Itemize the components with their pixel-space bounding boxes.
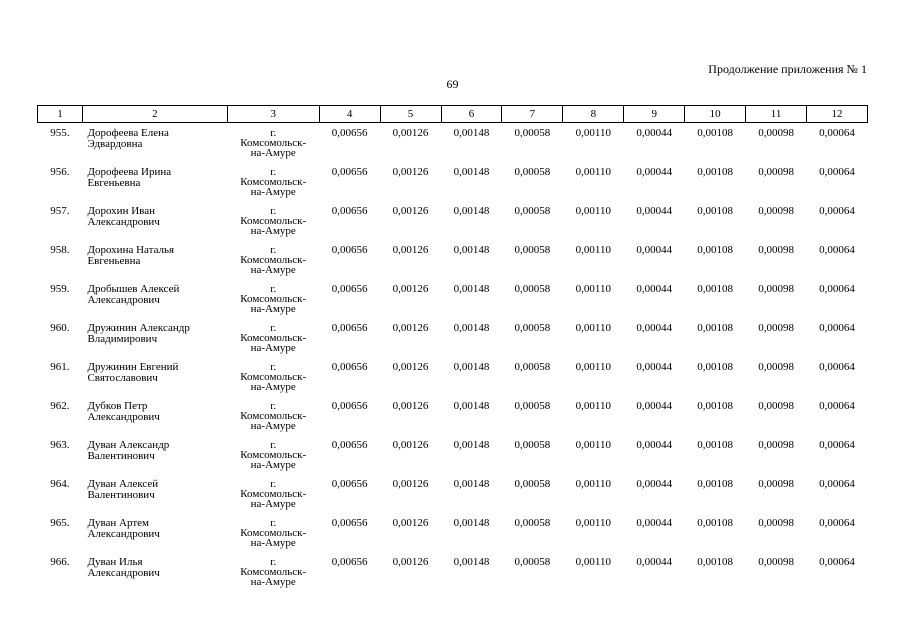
city-name — [227, 518, 319, 557]
value-cell-col-12: 0,00064 — [819, 400, 855, 412]
person-name — [82, 518, 227, 557]
value-cell-col-5: 0,00126 — [392, 478, 429, 490]
value-cell-col-7: 0,00058 — [514, 400, 551, 412]
value-cell-col-12: 0,00064 — [819, 166, 855, 178]
value-cell-col-5: 0,00126 — [392, 439, 429, 451]
value-cell-col-7: 0,00058 — [514, 283, 551, 295]
city-name-line: Комсомольск- — [240, 137, 307, 149]
value-cell-col-4: 0,00656 — [331, 361, 368, 373]
value-cell-col-9: 0,00044 — [636, 166, 673, 178]
value-cell-col-11: 0,00098 — [758, 478, 794, 490]
value-cell-col-6: 0,00148 — [453, 439, 490, 451]
column-header-10: 10 — [685, 106, 746, 123]
value-cell-col-10: 0,00108 — [697, 517, 734, 529]
column-header-4: 4 — [319, 106, 380, 123]
person-name-line: Александрович — [87, 216, 160, 228]
person-name-line: Дуван Илья — [87, 556, 143, 568]
table-row — [38, 401, 868, 440]
column-header-1: 1 — [38, 106, 83, 123]
person-name-line: Валентинович — [87, 450, 155, 462]
person-name — [82, 440, 227, 479]
value-cell-col-8: 0,00110 — [575, 361, 611, 373]
person-name-line: Дружинин Евгений — [87, 361, 179, 373]
person-name — [82, 479, 227, 518]
table-row — [38, 245, 868, 284]
column-header-11: 11 — [746, 106, 807, 123]
value-cell-col-8: 0,00110 — [575, 127, 611, 139]
value-cell-col-4: 0,00656 — [331, 244, 368, 256]
value-cell-col-4: 0,00656 — [331, 556, 368, 568]
city-name-line: г. — [270, 322, 277, 334]
value-cell-col-8: 0,00110 — [575, 244, 611, 256]
city-name — [227, 123, 319, 168]
value-cell-col-12: 0,00064 — [819, 439, 855, 451]
city-name-line: на-Амуре — [250, 537, 296, 549]
value-cell-col-4: 0,00656 — [331, 127, 368, 139]
row-number: 964. — [50, 478, 70, 490]
city-name-line: Комсомольск- — [240, 371, 307, 383]
row-number: 960. — [50, 322, 70, 334]
person-name-line: Дробышев Алексей — [87, 283, 180, 295]
value-cell-col-8: 0,00110 — [575, 400, 611, 412]
city-name-line: г. — [270, 127, 277, 139]
value-cell-col-7: 0,00058 — [514, 478, 551, 490]
city-name — [227, 245, 319, 284]
value-cell-col-11: 0,00098 — [758, 322, 794, 334]
value-cell-col-10: 0,00108 — [697, 400, 734, 412]
person-name-line: Дуван Артем — [87, 517, 149, 529]
person-name — [82, 323, 227, 362]
table-row — [38, 206, 868, 245]
value-cell-col-10: 0,00108 — [697, 166, 734, 178]
value-cell-col-9: 0,00044 — [636, 478, 673, 490]
value-cell-col-6: 0,00148 — [453, 361, 490, 373]
city-name — [227, 362, 319, 401]
value-cell-col-6: 0,00148 — [453, 205, 490, 217]
table-row — [38, 123, 868, 168]
city-name — [227, 323, 319, 362]
city-name-line: г. — [270, 478, 277, 490]
city-name-line: г. — [270, 517, 277, 529]
row-number: 962. — [50, 400, 70, 412]
value-cell-col-4: 0,00656 — [331, 478, 368, 490]
value-cell-col-4: 0,00656 — [331, 322, 368, 334]
value-cell-col-4: 0,00656 — [331, 517, 368, 529]
value-cell-col-11: 0,00098 — [758, 205, 794, 217]
value-cell-col-5: 0,00126 — [392, 322, 429, 334]
person-name-line: Дорофеева Ирина — [87, 166, 172, 178]
table-row — [38, 479, 868, 518]
person-name-line: Евгеньевна — [87, 177, 141, 189]
row-number: 956. — [50, 166, 70, 178]
person-name — [82, 557, 227, 596]
value-cell-col-12: 0,00064 — [819, 361, 855, 373]
value-cell-col-9: 0,00044 — [636, 205, 673, 217]
value-cell-col-5: 0,00126 — [392, 205, 429, 217]
column-header-12: 12 — [807, 106, 868, 123]
value-cell-col-9: 0,00044 — [636, 400, 673, 412]
value-cell-col-12: 0,00064 — [819, 478, 855, 490]
person-name-line: Дружинин Александр — [87, 322, 190, 334]
person-name-line: Дуван Александр — [87, 439, 170, 451]
value-cell-col-9: 0,00044 — [636, 322, 673, 334]
city-name — [227, 479, 319, 518]
table-row — [38, 167, 868, 206]
value-cell-col-5: 0,00126 — [392, 517, 429, 529]
person-name-line: Дубков Петр — [87, 400, 148, 412]
value-cell-col-11: 0,00098 — [758, 517, 794, 529]
table-row — [38, 284, 868, 323]
value-cell-col-5: 0,00126 — [392, 556, 429, 568]
value-cell-col-10: 0,00108 — [697, 244, 734, 256]
value-cell-col-9: 0,00044 — [636, 127, 673, 139]
value-cell-col-8: 0,00110 — [575, 166, 611, 178]
value-cell-col-7: 0,00058 — [514, 205, 551, 217]
value-cell-col-4: 0,00656 — [331, 439, 368, 451]
value-cell-col-10: 0,00108 — [697, 556, 734, 568]
city-name-line: Комсомольск- — [240, 527, 307, 539]
value-cell-col-10: 0,00108 — [697, 127, 734, 139]
person-name-line: Александрович — [87, 294, 160, 306]
city-name-line: на-Амуре — [250, 576, 296, 588]
value-cell-col-7: 0,00058 — [514, 244, 551, 256]
person-name — [82, 284, 227, 323]
column-header-2: 2 — [82, 106, 227, 123]
city-name — [227, 440, 319, 479]
value-cell-col-9: 0,00044 — [636, 556, 673, 568]
city-name-line: Комсомольск- — [240, 566, 307, 578]
continuation-caption: Продолжение приложения № 1 — [708, 62, 867, 76]
value-cell-col-12: 0,00064 — [819, 244, 855, 256]
city-name-line: на-Амуре — [250, 498, 296, 510]
row-number: 958. — [50, 244, 70, 256]
value-cell-col-8: 0,00110 — [575, 322, 611, 334]
value-cell-col-6: 0,00148 — [453, 283, 490, 295]
person-name-line: Александрович — [87, 411, 160, 423]
value-cell-col-5: 0,00126 — [392, 361, 429, 373]
city-name-line: г. — [270, 244, 277, 256]
city-name-line: на-Амуре — [250, 303, 296, 315]
value-cell-col-6: 0,00148 — [453, 517, 490, 529]
value-cell-col-6: 0,00148 — [453, 400, 490, 412]
city-name-line: на-Амуре — [250, 264, 296, 276]
row-number: 957. — [50, 205, 70, 217]
row-number: 959. — [50, 283, 70, 295]
value-cell-col-11: 0,00098 — [758, 400, 794, 412]
value-cell-col-6: 0,00148 — [453, 322, 490, 334]
person-name-line: Александрович — [87, 567, 160, 579]
column-header-9: 9 — [624, 106, 685, 123]
value-cell-col-7: 0,00058 — [514, 556, 551, 568]
city-name — [227, 284, 319, 323]
value-cell-col-6: 0,00148 — [453, 127, 490, 139]
value-cell-col-9: 0,00044 — [636, 361, 673, 373]
city-name-line: на-Амуре — [250, 342, 296, 354]
value-cell-col-5: 0,00126 — [392, 244, 429, 256]
row-number: 966. — [50, 556, 70, 568]
value-cell-col-11: 0,00098 — [758, 556, 794, 568]
value-cell-col-12: 0,00064 — [819, 205, 855, 217]
person-name-line: Владимирович — [87, 333, 158, 345]
city-name — [227, 206, 319, 245]
value-cell-col-10: 0,00108 — [697, 283, 734, 295]
row-number: 961. — [50, 361, 70, 373]
city-name-line: Комсомольск- — [240, 176, 307, 188]
city-name-line: на-Амуре — [250, 147, 296, 159]
city-name — [227, 167, 319, 206]
table-row — [38, 518, 868, 557]
city-name-line: Комсомольск- — [240, 293, 307, 305]
person-name-line: Валентинович — [87, 489, 155, 501]
person-name-line: Дорохин Иван — [87, 205, 155, 217]
table-row — [38, 440, 868, 479]
city-name-line: на-Амуре — [250, 420, 296, 432]
city-name-line: г. — [270, 166, 277, 178]
person-name — [82, 362, 227, 401]
value-cell-col-8: 0,00110 — [575, 556, 611, 568]
row-number: 963. — [50, 439, 70, 451]
row-number: 965. — [50, 517, 70, 529]
value-cell-col-7: 0,00058 — [514, 322, 551, 334]
person-name — [82, 167, 227, 206]
person-name-line: Святославович — [87, 372, 158, 384]
value-cell-col-8: 0,00110 — [575, 439, 611, 451]
person-name — [82, 123, 227, 168]
person-name — [82, 245, 227, 284]
value-cell-col-10: 0,00108 — [697, 322, 734, 334]
value-cell-col-10: 0,00108 — [697, 205, 734, 217]
value-cell-col-9: 0,00044 — [636, 439, 673, 451]
city-name-line: на-Амуре — [250, 186, 296, 198]
value-cell-col-4: 0,00656 — [331, 166, 368, 178]
city-name-line: Комсомольск- — [240, 254, 307, 266]
city-name-line: г. — [270, 400, 277, 412]
value-cell-col-11: 0,00098 — [758, 439, 794, 451]
value-cell-col-5: 0,00126 — [392, 283, 429, 295]
city-name-line: г. — [270, 205, 277, 217]
value-cell-col-7: 0,00058 — [514, 517, 551, 529]
city-name-line: Комсомольск- — [240, 410, 307, 422]
table-row — [38, 557, 868, 596]
value-cell-col-11: 0,00098 — [758, 166, 794, 178]
city-name-line: г. — [270, 439, 277, 451]
value-cell-col-7: 0,00058 — [514, 127, 551, 139]
value-cell-col-11: 0,00098 — [758, 127, 794, 139]
person-name-line: Дорофеева Елена — [87, 127, 169, 139]
table-body — [38, 123, 868, 597]
person-name — [82, 206, 227, 245]
value-cell-col-11: 0,00098 — [758, 361, 794, 373]
value-cell-col-8: 0,00110 — [575, 478, 611, 490]
value-cell-col-4: 0,00656 — [331, 400, 368, 412]
value-cell-col-7: 0,00058 — [514, 361, 551, 373]
table-row — [38, 323, 868, 362]
value-cell-col-11: 0,00098 — [758, 244, 794, 256]
value-cell-col-8: 0,00110 — [575, 205, 611, 217]
city-name-line: на-Амуре — [250, 459, 296, 471]
city-name-line: г. — [270, 361, 277, 373]
value-cell-col-12: 0,00064 — [819, 556, 855, 568]
person-name — [82, 401, 227, 440]
value-cell-col-6: 0,00148 — [453, 478, 490, 490]
row-number: 955. — [50, 127, 70, 139]
city-name-line: Комсомольск- — [240, 215, 307, 227]
value-cell-col-4: 0,00656 — [331, 205, 368, 217]
value-cell-col-6: 0,00148 — [453, 556, 490, 568]
person-name-line: Евгеньевна — [87, 255, 141, 267]
value-cell-col-6: 0,00148 — [453, 166, 490, 178]
table-header — [38, 106, 868, 123]
table-row — [38, 362, 868, 401]
page-number: 69 — [446, 77, 459, 91]
value-cell-col-10: 0,00108 — [697, 478, 734, 490]
value-cell-col-12: 0,00064 — [819, 322, 855, 334]
city-name-line: на-Амуре — [250, 225, 296, 237]
column-header-8: 8 — [563, 106, 624, 123]
city-name-line: Комсомольск- — [240, 488, 307, 500]
value-cell-col-9: 0,00044 — [636, 517, 673, 529]
value-cell-col-10: 0,00108 — [697, 361, 734, 373]
value-cell-col-12: 0,00064 — [819, 517, 855, 529]
column-header-5: 5 — [380, 106, 441, 123]
value-cell-col-8: 0,00110 — [575, 283, 611, 295]
value-cell-col-9: 0,00044 — [636, 244, 673, 256]
column-header-7: 7 — [502, 106, 563, 123]
city-name — [227, 401, 319, 440]
value-cell-col-11: 0,00098 — [758, 283, 794, 295]
value-cell-col-5: 0,00126 — [392, 400, 429, 412]
header-row — [38, 106, 868, 123]
city-name-line: Комсомольск- — [240, 449, 307, 461]
person-name-line: Эдвардовна — [87, 138, 143, 150]
value-cell-col-12: 0,00064 — [819, 127, 855, 139]
value-cell-col-5: 0,00126 — [392, 166, 429, 178]
city-name-line: г. — [270, 556, 277, 568]
column-header-6: 6 — [441, 106, 502, 123]
city-name-line: г. — [270, 283, 277, 295]
column-header-3: 3 — [227, 106, 319, 123]
person-name-line: Дуван Алексей — [87, 478, 159, 490]
value-cell-col-7: 0,00058 — [514, 166, 551, 178]
city-name-line: на-Амуре — [250, 381, 296, 393]
data-table — [37, 105, 868, 596]
value-cell-col-4: 0,00656 — [331, 283, 368, 295]
value-cell-col-8: 0,00110 — [575, 517, 611, 529]
value-cell-col-6: 0,00148 — [453, 244, 490, 256]
value-cell-col-9: 0,00044 — [636, 283, 673, 295]
city-name — [227, 557, 319, 596]
person-name-line: Александрович — [87, 528, 160, 540]
person-name-line: Дорохина Наталья — [87, 244, 175, 256]
value-cell-col-7: 0,00058 — [514, 439, 551, 451]
value-cell-col-5: 0,00126 — [392, 127, 429, 139]
value-cell-col-12: 0,00064 — [819, 283, 855, 295]
value-cell-col-10: 0,00108 — [697, 439, 734, 451]
city-name-line: Комсомольск- — [240, 332, 307, 344]
